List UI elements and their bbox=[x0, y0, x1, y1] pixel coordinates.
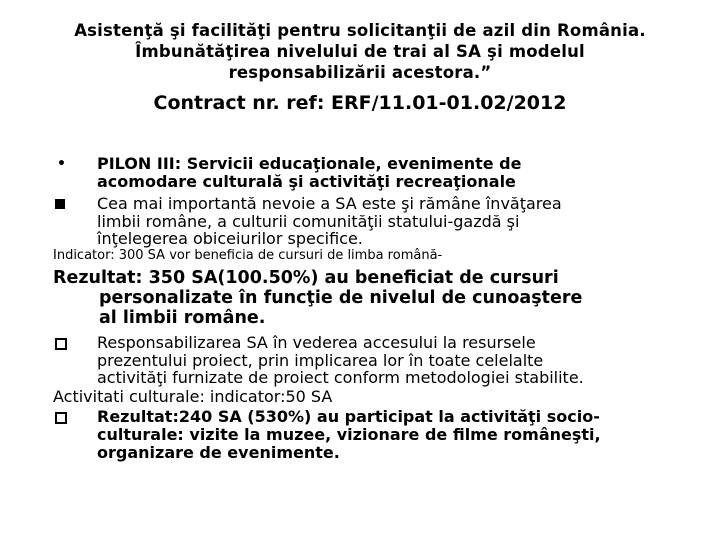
pilon-line-2: acomodare culturală şi activităţi recreaţionale bbox=[97, 172, 516, 191]
cea-line-2: limbii române, a culturii comunităţii statului-gazdă şi bbox=[97, 211, 520, 231]
resp-line-2: prezentului proiect, prin implicarea lor în toate celelalte bbox=[97, 350, 544, 370]
pilon-line-1: PILON III: Servicii educaţionale, evenimente de bbox=[97, 154, 522, 173]
title-line-1: Asistenţă şi facilităţi pentru solicitanţii de azil din România. bbox=[74, 21, 646, 40]
rez240-line-2: culturale: vizite la muzee, vizionare de filme româneşti, bbox=[97, 425, 601, 444]
rez240-line-1: Rezultat:240 SA (530%) au participat la activităţi socio- bbox=[97, 407, 600, 426]
resp-line-1: Responsabilizarea SA în vederea accesului la resursele bbox=[97, 333, 536, 352]
rezultat-line-3: al limbii române. bbox=[99, 308, 266, 328]
filled-square-bullet-icon bbox=[55, 195, 65, 213]
cea-item bbox=[55, 195, 695, 248]
rezultat-350 bbox=[53, 268, 713, 328]
title-line-2: Îmbunătăţirea nivelului de trai al SA şi modelul bbox=[135, 42, 585, 61]
rezultat-240-item bbox=[55, 408, 695, 462]
hollow-square-bullet-icon bbox=[55, 408, 67, 428]
bullet-dot-icon: • bbox=[57, 156, 66, 172]
pilon-item bbox=[55, 155, 695, 191]
resp-line-3: activităţi furnizate de proiect conform metodologiei stabilite. bbox=[97, 368, 584, 387]
rez240-line-3: organizare de evenimente. bbox=[97, 443, 340, 462]
cea-line-1: Cea mai importantă nevoie a SA este şi rămâne învăţarea bbox=[97, 194, 562, 213]
title-line-3: responsabilizării acestora.” bbox=[228, 63, 492, 82]
rezultat-line-2: personalizate în funcţie de nivelul de cunoaştere bbox=[99, 288, 583, 308]
contract-reference: Contract nr. ref: ERF/11.01-01.02/2012 bbox=[153, 92, 567, 114]
activitati-culturale: Activitati culturale: indicator:50 SA bbox=[53, 387, 333, 406]
hollow-square-bullet-icon bbox=[55, 334, 67, 354]
cea-line-3: înţelegerea obiceiurilor specifice. bbox=[97, 229, 363, 248]
indicator-text: Indicator: 300 SA vor beneficia de cursuri de limba română- bbox=[53, 248, 443, 263]
rezultat-line-1: Rezultat: 350 SA(100.50%) au beneficiat de cursuri bbox=[53, 268, 559, 288]
slide-title bbox=[40, 20, 680, 83]
responsabilizarea-item bbox=[55, 334, 695, 387]
